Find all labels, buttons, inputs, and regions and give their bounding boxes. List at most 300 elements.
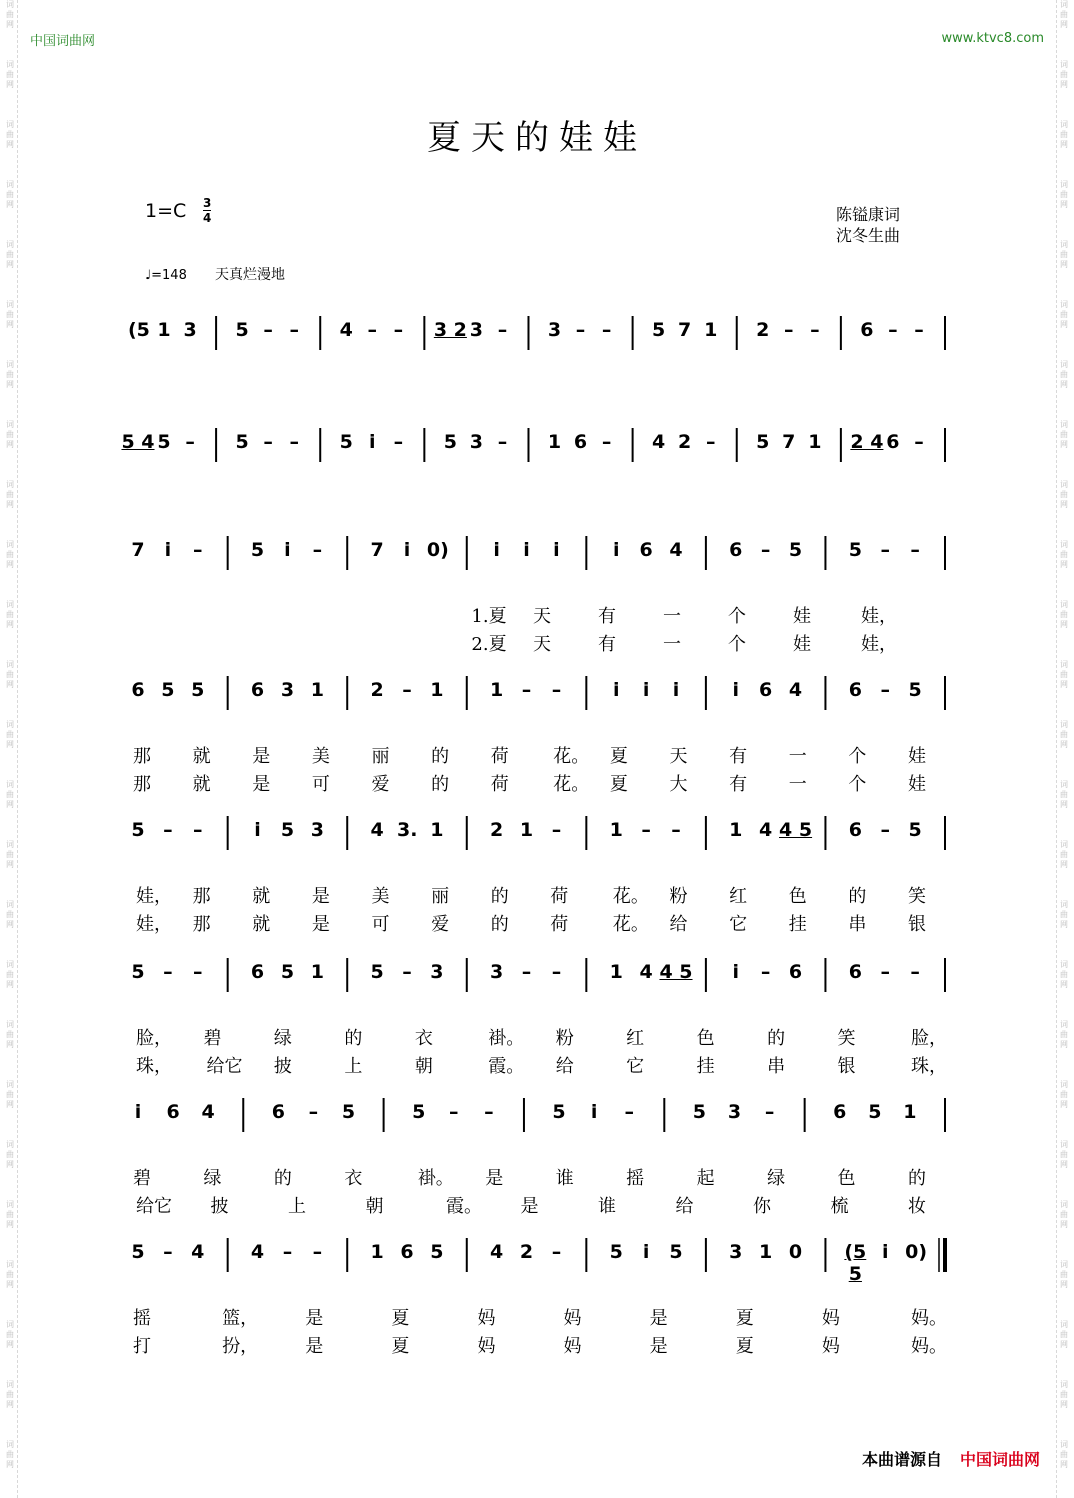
note: 1	[609, 961, 623, 983]
side-watermark-glyph: 词	[6, 1020, 14, 1029]
note: 5	[788, 539, 803, 561]
side-watermark-glyph: 词	[1060, 120, 1068, 129]
note: –	[641, 819, 651, 841]
side-watermark-glyph: 网	[1060, 1280, 1068, 1289]
side-watermark-glyph: 网	[6, 1160, 14, 1169]
lyric-word: 妆	[908, 1196, 926, 1217]
side-watermark-glyph: 词	[1060, 900, 1068, 909]
note: –	[914, 431, 924, 453]
note: –	[312, 1241, 323, 1263]
side-watermark-glyph: 网	[6, 1280, 14, 1289]
lyric-word: 娃	[793, 606, 811, 627]
side-watermark-glyph: 网	[1060, 140, 1068, 149]
note: 7	[678, 319, 692, 341]
lyric-word: 笑	[837, 1028, 856, 1049]
music-system	[0, 664, 1074, 804]
side-watermark-glyph: 曲	[1060, 670, 1068, 679]
side-watermark-glyph: 词	[1060, 1200, 1068, 1209]
side-watermark-glyph: 词	[1060, 1380, 1068, 1389]
note: 6	[250, 961, 265, 983]
side-watermark-glyph: 曲	[1060, 1330, 1068, 1339]
music-system	[0, 804, 1074, 944]
side-watermark-glyph: 曲	[6, 70, 14, 79]
lyric-word: 妈	[477, 1308, 496, 1329]
side-watermark-glyph: 曲	[6, 130, 14, 139]
lyric-word: 霞。	[446, 1196, 482, 1217]
side-watermark-glyph: 网	[1060, 1400, 1068, 1409]
side-watermark-glyph: 曲	[6, 1210, 14, 1219]
note: –	[289, 319, 299, 341]
note: 0)	[426, 539, 449, 561]
note: –	[914, 319, 924, 341]
lyric-word: 扮，	[222, 1336, 259, 1357]
side-watermark-glyph: 词	[1060, 1440, 1068, 1449]
footer-source-brand: 中国词曲网	[959, 1450, 1040, 1469]
note: 5	[339, 431, 353, 453]
side-watermark-glyph: 词	[6, 840, 14, 849]
note: 4	[652, 431, 666, 453]
note: 7	[370, 539, 384, 561]
footer-source-label: 本曲谱源自	[861, 1450, 942, 1469]
lyric-word: 娃，	[861, 634, 897, 655]
lyric-word: 一	[788, 746, 807, 767]
lyric-word: 是	[305, 1308, 324, 1329]
note: –	[910, 961, 920, 983]
lyric-word: 丽	[371, 746, 390, 767]
lyric-word: 串	[848, 914, 867, 935]
lyric-word: 就	[192, 746, 211, 767]
lyric-word: 娃	[793, 634, 811, 655]
note: 4	[788, 679, 803, 701]
note: i	[590, 1101, 598, 1123]
lyric-word: 妈	[563, 1308, 582, 1329]
lyric-word: 天	[533, 606, 551, 627]
side-watermark-glyph: 网	[6, 1040, 14, 1049]
lyric-word: 谁	[555, 1168, 574, 1189]
lyric-word: 珠，	[136, 1056, 172, 1077]
lyric-word: 丽	[431, 886, 450, 907]
song-title: 夏天的娃娃	[427, 118, 647, 158]
side-watermark-glyph: 词	[1060, 1260, 1068, 1269]
side-watermark-glyph: 网	[1060, 680, 1068, 689]
side-watermark-glyph: 网	[6, 680, 14, 689]
note: 5	[868, 1101, 882, 1123]
lyric-word: 挂	[696, 1056, 715, 1077]
lyric-word: 是	[485, 1168, 504, 1189]
lyric-word: 色	[837, 1168, 856, 1189]
side-watermark-glyph: 网	[1060, 1100, 1068, 1109]
note: 2	[678, 431, 692, 453]
notation-row	[0, 664, 1074, 724]
side-watermark-glyph: 网	[6, 500, 14, 509]
side-watermark-glyph: 词	[6, 960, 14, 969]
credits	[836, 204, 900, 246]
side-watermark-glyph: 曲	[1060, 70, 1068, 79]
notation-row	[0, 1226, 1074, 1286]
side-watermark-glyph: 词	[6, 1260, 14, 1269]
side-watermark-glyph: 词	[1060, 0, 1068, 9]
notation-row	[0, 1086, 1074, 1146]
note: 1	[490, 679, 504, 701]
lyric-line	[0, 1304, 1074, 1328]
lyric-word: 的	[490, 914, 509, 935]
note: –	[671, 819, 681, 841]
note: 1	[310, 961, 324, 983]
lyric-word: 娃，	[861, 606, 897, 627]
side-watermark-glyph: 词	[6, 720, 14, 729]
note: i	[284, 539, 291, 561]
note: –	[163, 1241, 173, 1263]
note: –	[784, 319, 794, 341]
music-system	[0, 1226, 1074, 1366]
side-watermark-glyph: 网	[1060, 620, 1068, 629]
lyric-word: 碧	[133, 1168, 151, 1189]
note: –	[910, 539, 920, 561]
lyric-word: 天	[669, 746, 688, 767]
lyric-word: 2.夏	[471, 634, 507, 655]
side-watermark-glyph: 网	[6, 620, 14, 629]
lyric-word: 上	[344, 1056, 363, 1077]
note: –	[880, 539, 890, 561]
note: 3	[727, 1101, 742, 1123]
side-watermark-glyph: 网	[1060, 380, 1068, 389]
note: –	[497, 431, 508, 453]
lyric-word: 夏	[391, 1336, 410, 1357]
note: 4	[639, 961, 653, 983]
side-watermark-glyph: 曲	[1060, 10, 1068, 19]
lyric-word: 是	[252, 746, 271, 767]
note: –	[312, 539, 323, 561]
note: 7	[782, 431, 796, 453]
side-watermark-glyph: 网	[6, 440, 14, 449]
lyric-word: 绿	[767, 1168, 786, 1189]
side-watermark-glyph: 曲	[1060, 250, 1068, 259]
lyric-word: 篮，	[222, 1308, 259, 1329]
lyric-word: 有	[598, 634, 616, 655]
note: i	[493, 539, 500, 561]
note: 0	[788, 1241, 803, 1263]
side-watermark-glyph: 词	[1060, 1020, 1068, 1029]
note: 5	[609, 1241, 623, 1263]
note: –	[760, 961, 771, 983]
lyric-word: 碧	[203, 1028, 222, 1049]
lyric-line	[0, 630, 1074, 654]
note: 5	[756, 431, 770, 453]
lyric-word: 花。	[612, 914, 649, 935]
note: –	[484, 1101, 494, 1123]
side-watermark-glyph: 曲	[1060, 430, 1068, 439]
note: –	[449, 1101, 459, 1123]
note: 4	[669, 539, 683, 561]
note: (5	[128, 319, 150, 341]
note: 4	[759, 819, 773, 841]
music-system	[0, 946, 1074, 1086]
lyric-word: 它	[626, 1056, 645, 1077]
lyric-line	[0, 1024, 1074, 1048]
lyric-word: 荷	[490, 746, 509, 767]
lyric-word: 可	[311, 774, 330, 795]
time-signature-bottom: 4	[203, 211, 212, 225]
lyric-word: 夏	[735, 1336, 754, 1357]
lyric-word: 妈	[477, 1336, 496, 1357]
side-watermark-glyph: 曲	[6, 970, 14, 979]
lyric-word: 娃，	[136, 914, 172, 935]
lyric-word: 给	[675, 1196, 694, 1217]
lyric-word: 的	[344, 1028, 363, 1049]
note: 5	[669, 1241, 683, 1263]
lyric-word: 披	[210, 1196, 229, 1217]
note: –	[282, 1241, 293, 1263]
side-watermark-glyph: 曲	[1060, 1030, 1068, 1039]
notation-row	[0, 946, 1074, 1006]
side-watermark-glyph: 网	[6, 140, 14, 149]
note: 6	[848, 961, 862, 983]
side-watermark-glyph: 曲	[1060, 790, 1068, 799]
note: 3	[469, 319, 484, 341]
side-watermark-glyph: 词	[1060, 1320, 1068, 1329]
side-watermark-glyph: 网	[6, 1220, 14, 1229]
note: –	[497, 319, 508, 341]
lyric-word: 绿	[203, 1168, 222, 1189]
note: i	[553, 539, 560, 561]
note: i	[612, 539, 620, 561]
lyric-word: 红	[729, 886, 748, 907]
note: 6	[833, 1101, 847, 1123]
tempo-value: ♩=148	[145, 268, 187, 283]
note: 1	[729, 819, 743, 841]
note: –	[624, 1101, 634, 1123]
side-watermark-glyph: 网	[1060, 260, 1068, 269]
note: i	[369, 431, 376, 453]
note: 5	[131, 1241, 145, 1263]
side-watermark-glyph: 网	[6, 1100, 14, 1109]
expression-marking: 天真烂漫地	[214, 267, 285, 283]
lyric-word: 给	[555, 1056, 574, 1077]
side-watermark-glyph: 网	[1060, 20, 1068, 29]
note: 0)	[905, 1241, 928, 1263]
side-watermark-glyph: 曲	[6, 850, 14, 859]
side-watermark-glyph: 曲	[1060, 1210, 1068, 1219]
side-watermark-glyph: 曲	[6, 610, 14, 619]
note: 5	[191, 679, 205, 701]
note: 5	[280, 819, 295, 841]
side-watermark-glyph: 曲	[1060, 1390, 1068, 1399]
note: 1	[547, 431, 562, 453]
note: 5	[250, 539, 265, 561]
side-watermark-glyph: 词	[1060, 180, 1068, 189]
side-watermark-glyph: 词	[1060, 420, 1068, 429]
note: 4	[191, 1241, 205, 1263]
note: 6	[131, 679, 145, 701]
lyric-word: 色	[696, 1028, 715, 1049]
lyric-line	[0, 602, 1074, 626]
note: 5	[341, 1101, 356, 1123]
side-watermark-glyph: 网	[6, 860, 14, 869]
site-url-right: www.ktvc8.com	[941, 31, 1044, 46]
lyric-word: 挂	[788, 914, 807, 935]
lyric-word: 起	[696, 1168, 715, 1189]
note: 1	[157, 319, 171, 341]
side-watermark-glyph: 网	[6, 20, 14, 29]
note: 3	[430, 961, 444, 983]
note: –	[764, 1101, 775, 1123]
lyric-word: 花。	[553, 774, 590, 795]
side-watermark-glyph: 曲	[6, 190, 14, 199]
lyric-word: 红	[626, 1028, 645, 1049]
note: 6	[729, 539, 743, 561]
side-watermark-glyph: 词	[6, 180, 14, 189]
note: 4	[201, 1101, 215, 1123]
note: (5 5	[844, 1241, 867, 1285]
lyric-word: 是	[305, 1336, 324, 1357]
note: 4	[250, 1241, 265, 1263]
lyric-word: 夏	[735, 1308, 754, 1329]
note: –	[551, 679, 562, 701]
lyric-word: 是	[311, 914, 330, 935]
lyric-word: 荷	[550, 886, 569, 907]
side-watermark-glyph: 网	[6, 200, 14, 209]
lyric-word: 美	[311, 746, 330, 767]
lyric-word: 的	[767, 1028, 786, 1049]
lyric-word: 美	[371, 886, 390, 907]
lyric-word: 妈	[821, 1308, 840, 1329]
lyric-word: 有	[598, 606, 616, 627]
lyric-word: 霞。	[488, 1056, 525, 1077]
lyric-word: 是	[649, 1308, 668, 1329]
note: 5	[412, 1101, 426, 1123]
notation-row	[0, 304, 1074, 364]
lyric-word: 有	[729, 774, 748, 795]
lyric-word: 个	[848, 774, 867, 795]
side-watermark-glyph: 曲	[6, 1030, 14, 1039]
lyric-word: 的	[848, 886, 867, 907]
side-watermark-glyph: 曲	[1060, 550, 1068, 559]
side-watermark-glyph: 曲	[1060, 1450, 1068, 1459]
lyric-word: 有	[729, 746, 748, 767]
note: –	[888, 319, 898, 341]
side-watermark-glyph: 词	[6, 60, 14, 69]
lyric-line	[0, 1052, 1074, 1076]
side-watermark-glyph: 网	[1060, 740, 1068, 749]
note: 2	[519, 1241, 534, 1263]
note: –	[185, 431, 195, 453]
lyric-line	[0, 910, 1074, 934]
note: –	[289, 431, 299, 453]
side-watermark-glyph: 网	[6, 320, 14, 329]
lyric-word: 花。	[612, 886, 649, 907]
lyric-word: 脸，	[911, 1028, 947, 1049]
note: 5	[848, 539, 862, 561]
side-watermark-glyph: 曲	[6, 1090, 14, 1099]
note: i	[642, 1241, 650, 1263]
side-watermark-glyph: 曲	[6, 670, 14, 679]
note: 5 4	[121, 431, 155, 453]
lyric-word: 的	[908, 1168, 926, 1189]
side-watermark-glyph: 网	[1060, 1340, 1068, 1349]
side-watermark-glyph: 曲	[1060, 1090, 1068, 1099]
note: –	[880, 679, 890, 701]
music-system	[0, 524, 1074, 664]
side-watermark-glyph: 网	[1060, 80, 1068, 89]
side-watermark-glyph: 词	[6, 660, 14, 669]
note: i	[164, 539, 172, 561]
note: 1	[310, 679, 324, 701]
note: 2	[490, 819, 504, 841]
side-watermark-glyph: 曲	[6, 430, 14, 439]
side-watermark-glyph: 网	[6, 260, 14, 269]
note: 6	[400, 1241, 414, 1263]
lyric-word: 它	[729, 914, 748, 935]
lyric-word: 的	[273, 1168, 292, 1189]
side-watermark-glyph: 词	[1060, 1080, 1068, 1089]
note: –	[705, 431, 716, 453]
side-watermark-glyph: 词	[6, 1380, 14, 1389]
side-watermark-glyph: 词	[1060, 480, 1068, 489]
lyric-word: 娃	[908, 746, 926, 767]
lyric-word: 个	[728, 606, 746, 627]
music-system	[0, 1086, 1074, 1226]
side-watermark-glyph: 网	[1060, 980, 1068, 989]
side-watermark-glyph: 曲	[6, 490, 14, 499]
side-watermark-glyph: 词	[6, 600, 14, 609]
lyric-word: 妈。	[911, 1336, 947, 1357]
side-watermark-glyph: 曲	[1060, 850, 1068, 859]
lyric-word: 一	[663, 634, 681, 655]
note: –	[880, 819, 890, 841]
note: –	[163, 961, 173, 983]
lyric-word: 串	[767, 1056, 786, 1077]
side-watermark-glyph: 词	[1060, 540, 1068, 549]
side-watermark-glyph: 网	[1060, 800, 1068, 809]
side-watermark-glyph: 曲	[6, 730, 14, 739]
tempo-marking	[145, 264, 285, 284]
note: –	[880, 961, 890, 983]
lyric-word: 荷	[490, 774, 509, 795]
side-watermark-glyph: 网	[1060, 920, 1068, 929]
note: 6	[759, 679, 773, 701]
lyric-word: 绿	[273, 1028, 292, 1049]
lyric-word: 那	[192, 886, 211, 907]
side-watermark-glyph: 词	[1060, 660, 1068, 669]
side-watermark-glyph: 词	[1060, 780, 1068, 789]
note: –	[601, 319, 612, 341]
note: –	[163, 819, 173, 841]
footer-source	[862, 1447, 1040, 1470]
lyric-word: 爱	[371, 774, 390, 795]
lyric-word: 是	[311, 886, 330, 907]
note: 4	[339, 319, 353, 341]
side-watermark-glyph: 网	[6, 1400, 14, 1409]
note: –	[193, 819, 203, 841]
side-watermark-glyph: 曲	[6, 550, 14, 559]
note: –	[193, 539, 203, 561]
lyric-line	[0, 1164, 1074, 1188]
side-watermark-glyph: 网	[1060, 1460, 1068, 1469]
side-watermark-glyph: 词	[1060, 60, 1068, 69]
note: 5	[157, 431, 171, 453]
lyric-word: 披	[273, 1056, 292, 1077]
side-watermark-glyph: 网	[1060, 860, 1068, 869]
lyric-word: 褂。	[417, 1168, 454, 1189]
key-signature: 1=C	[145, 200, 187, 222]
note: 6	[573, 431, 588, 453]
note: –	[551, 1241, 562, 1263]
lyric-word: 色	[788, 886, 807, 907]
note: –	[402, 679, 412, 701]
side-watermark-glyph: 词	[1060, 360, 1068, 369]
side-watermark-glyph: 网	[6, 740, 14, 749]
side-watermark-glyph: 曲	[1060, 910, 1068, 919]
